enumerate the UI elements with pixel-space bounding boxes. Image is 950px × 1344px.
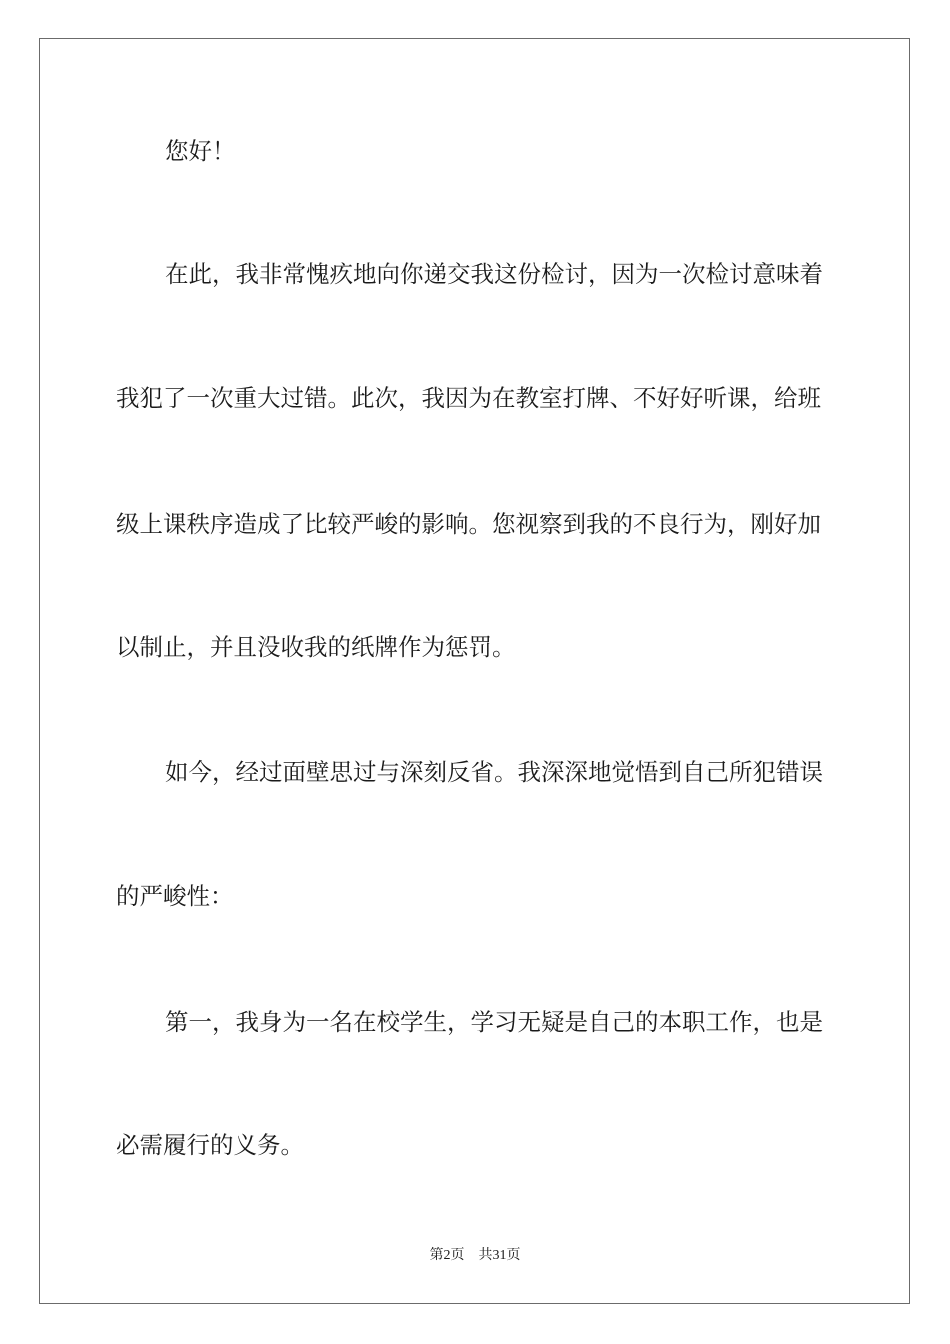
paragraph-line: 我犯了一次重大过错。此次，我因为在教室打牌、不好好听课，给班 (116, 384, 821, 412)
paragraph-line: 级上课秩序造成了比较严峻的影响。您视察到我的不良行为，刚好加 (116, 510, 821, 538)
paragraph-line: 如今，经过面壁思过与深刻反省。我深深地觉悟到自己所犯错误 (165, 758, 823, 786)
paragraph-line: 必需履行的义务。 (116, 1131, 304, 1159)
paragraph-line: 的严峻性： (116, 882, 234, 910)
document-page (39, 38, 910, 1304)
page-footer (0, 1247, 950, 1265)
paragraph-line: 在此，我非常愧疚地向你递交我这份检讨，因为一次检讨意味着 (165, 260, 823, 288)
total-pages: 共31页 (478, 1248, 521, 1263)
paragraph-line: 第一，我身为一名在校学生，学习无疑是自己的本职工作，也是 (165, 1008, 823, 1036)
paragraph-line: 以制止，并且没收我的纸牌作为惩罚。 (116, 633, 516, 661)
greeting-line: 您好！ (165, 137, 236, 165)
page-number: 第2页 (429, 1248, 465, 1263)
